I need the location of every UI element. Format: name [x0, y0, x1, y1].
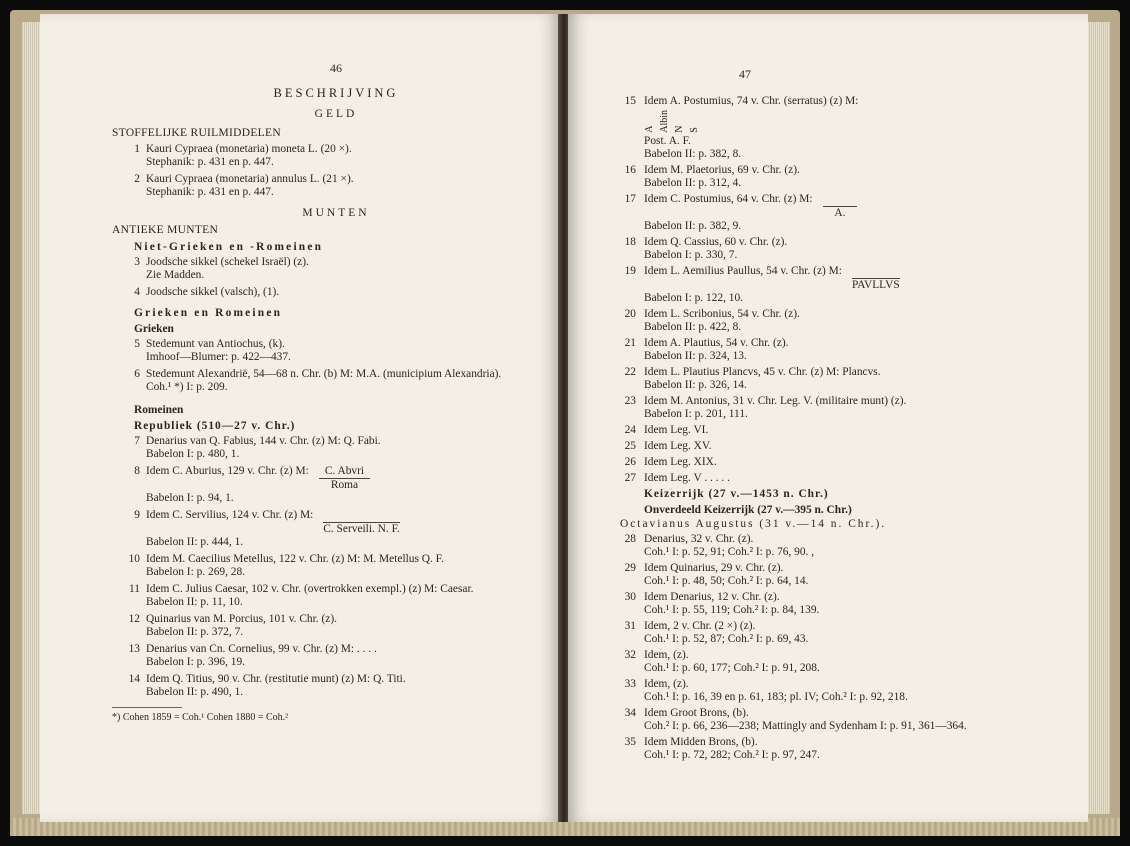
- list-item: [620, 707, 1030, 733]
- entry-number: 27: [624, 471, 636, 484]
- entry-number: 14: [128, 673, 140, 685]
- list-item: [620, 265, 1030, 305]
- entry-number: 11: [129, 583, 140, 595]
- entry-number: 2: [134, 173, 140, 185]
- legend-rule: [323, 509, 400, 523]
- left-page-content: [112, 61, 546, 724]
- list-item: [620, 95, 1030, 161]
- entry-list: [620, 164, 1030, 485]
- coin-letter: Albin: [659, 110, 670, 133]
- entry-text: Idem Denarius, 12 v. Chr. (z).: [644, 590, 780, 603]
- entry-text: Idem A. Plautius, 54 v. Chr. (z).: [644, 336, 789, 349]
- list-item: [126, 465, 546, 505]
- list-item: [126, 286, 546, 299]
- entry-number: 29: [624, 561, 636, 574]
- entry-number: 20: [624, 307, 636, 320]
- entry-text: Quinarius van M. Porcius, 101 v. Chr. (z).: [146, 613, 337, 625]
- entry-text: Idem Quinarius, 29 v. Chr. (z).: [644, 561, 784, 574]
- entry-number: 25: [624, 439, 636, 452]
- entry-list: [126, 435, 546, 699]
- legend-rule: [852, 265, 900, 279]
- entry-text: Idem, (z).: [644, 677, 689, 690]
- section-heading: Keizerrijk (27 v.—1453 n. Chr.): [644, 487, 829, 500]
- right-page: [568, 14, 1088, 822]
- entry-reference: Babelon II: p. 324, 13.: [644, 349, 747, 362]
- entry-text: Joodsche sikkel (valsch), (1).: [146, 286, 280, 298]
- entry-reference: Babelon II: p. 11, 10.: [146, 596, 243, 608]
- page-edges-left: [22, 22, 40, 814]
- page-number: 46: [330, 61, 342, 75]
- list-item: [126, 583, 546, 609]
- entry-reference: Babelon I: p. 94, 1.: [146, 492, 234, 504]
- entry-reference: Zie Madden.: [146, 269, 205, 281]
- entry-list: [126, 256, 546, 299]
- entry-number: 10: [128, 553, 140, 565]
- subsection-heading: Grieken: [134, 323, 174, 335]
- entry-text: Idem Leg. V . . . . .: [644, 471, 730, 484]
- subsection-heading: Grieken en Romeinen: [134, 307, 283, 319]
- list-item: [126, 613, 546, 639]
- entry-reference: Stephanik: p. 431 en p. 447.: [146, 156, 274, 168]
- section-title: MUNTEN: [302, 207, 370, 219]
- subsection-heading: Niet-Grieken en -Romeinen: [134, 241, 324, 253]
- entry-reference: Babelon II: p. 372, 7.: [146, 626, 244, 638]
- list-item: [620, 736, 1030, 762]
- entry-text: Idem, (z).: [644, 648, 689, 661]
- list-item: [620, 591, 1030, 617]
- entry-text: Idem L. Aemilius Paullus, 54 v. Chr. (z) M:: [644, 264, 842, 277]
- entry-reference: Babelon I: p. 480, 1.: [146, 448, 240, 460]
- list-item: [126, 256, 546, 282]
- entry-reference: Babelon I: p. 201, 111.: [644, 407, 748, 420]
- entry-reference: Stephanik: p. 431 en p. 447.: [146, 186, 274, 198]
- entry-text: Denarius, 32 v. Chr. (z).: [644, 532, 754, 545]
- list-item: [620, 424, 1030, 437]
- entry-reference: Coh.¹ I: p. 60, 177; Coh.² I: p. 91, 208.: [644, 661, 820, 674]
- entry-number: 31: [624, 619, 636, 632]
- entry-number: 17: [624, 192, 636, 205]
- coin-legend: [644, 110, 1030, 133]
- entry-text: Idem L. Scribonius, 54 v. Chr. (z).: [644, 307, 800, 320]
- entry-text: Kauri Cypraea (monetaria) annulus L. (21 ×).: [146, 173, 354, 185]
- page-number: 47: [739, 67, 751, 81]
- section-heading: ANTIEKE MUNTEN: [112, 224, 219, 236]
- entry-number: 33: [624, 677, 636, 690]
- list-item: [620, 678, 1030, 704]
- entry-reference: Babelon II: p. 444, 1.: [146, 536, 244, 548]
- entry-text: Stedemunt Alexandrië, 54—68 n. Chr. (b) M: M.A. (municipium Alexandria).: [146, 368, 502, 380]
- entry-number: 7: [134, 435, 140, 447]
- footnote: *) Cohen 1859 = Coh.¹ Cohen 1880 = Coh.²: [112, 712, 289, 723]
- entry-number: 19: [624, 264, 636, 277]
- legend-bottom: PAVLLVS: [851, 278, 900, 291]
- entry-text: Idem Leg. XV.: [644, 439, 712, 452]
- left-page: [40, 14, 560, 822]
- entry-number: 5: [134, 338, 140, 350]
- list-item: [620, 366, 1030, 392]
- entry-text: Kauri Cypraea (monetaria) moneta L. (20 ×).: [146, 143, 352, 155]
- entry-reference: Babelon II: p. 382, 9.: [644, 219, 742, 232]
- entry-text: Idem M. Antonius, 31 v. Chr. Leg. V. (militaire munt) (z).: [644, 394, 907, 407]
- entry-list: [126, 143, 546, 199]
- coin-letter: N: [674, 125, 685, 133]
- entry-text: Idem Midden Brons, (b).: [644, 735, 758, 748]
- entry-reference: Coh.¹ I: p. 72, 282; Coh.² I: p. 97, 247.: [644, 748, 820, 761]
- entry-text: Idem A. Postumius, 74 v. Chr. (serratus) (z) M:: [644, 95, 859, 107]
- coin-legend: [852, 265, 900, 292]
- entry-text: Idem Q. Cassius, 60 v. Chr. (z).: [644, 235, 788, 248]
- entry-number: 6: [134, 368, 140, 380]
- entry-reference: Coh.¹ *) I: p. 209.: [146, 381, 228, 393]
- right-page-content: [620, 68, 1030, 765]
- entry-reference: Imhoof—Blumer: p. 422—437.: [146, 351, 291, 363]
- entry-number: 23: [624, 394, 636, 407]
- coin-legend: [319, 465, 370, 492]
- entry-number: 3: [134, 256, 140, 268]
- footnote-rule: [112, 707, 182, 708]
- entry-reference: Coh.² I: p. 66, 236—238; Mattingly and Sydenham I: p. 91, 361—364.: [644, 719, 967, 732]
- entry-number: 34: [624, 706, 636, 719]
- entry-text: Stedemunt van Antiochus, (k).: [146, 338, 285, 350]
- entry-number: 22: [624, 365, 636, 378]
- page-title: BESCHRIJVING: [273, 86, 399, 100]
- coin-legend: [323, 509, 400, 536]
- entry-number: 8: [134, 465, 140, 477]
- entry-reference: Babelon II: p. 422, 8.: [644, 320, 742, 333]
- list-item: [620, 456, 1030, 469]
- entry-text: Idem Groot Brons, (b).: [644, 706, 749, 719]
- ruler-heading: Octavianus Augustus (31 v.—14 n. Chr.).: [620, 517, 887, 530]
- list-item: [620, 649, 1030, 675]
- entry-reference: Babelon I: p. 330, 7.: [644, 248, 738, 261]
- entry-number: 30: [624, 590, 636, 603]
- entry-number: 24: [624, 423, 636, 436]
- subsection-heading: Republiek (510—27 v. Chr.): [134, 420, 296, 432]
- list-item: [620, 236, 1030, 262]
- list-item: [620, 337, 1030, 363]
- entry-number: 4: [134, 286, 140, 298]
- list-item: [620, 395, 1030, 421]
- entry-number: 18: [624, 235, 636, 248]
- legend-top: C. Abvri: [319, 465, 370, 479]
- entry-reference: Coh.¹ I: p. 52, 91; Coh.² I: p. 76, 90. ,: [644, 545, 815, 558]
- section-heading: STOFFELIJKE RUILMIDDELEN: [112, 127, 281, 139]
- legend-bottom: Roma: [330, 479, 359, 491]
- entry-number: 16: [624, 163, 636, 176]
- list-item: [620, 193, 1030, 233]
- list-item: [126, 643, 546, 669]
- entry-text: Denarius van Cn. Cornelius, 99 v. Chr. (z) M: . . . .: [146, 643, 377, 655]
- entry-number: 1: [134, 143, 140, 155]
- list-item: [126, 338, 546, 364]
- entry-text: Idem, 2 v. Chr. (2 ×) (z).: [644, 619, 756, 632]
- subsection-heading: Romeinen: [134, 404, 184, 416]
- entry-number: 12: [128, 613, 140, 625]
- entry-reference: Babelon I: p. 269, 28.: [146, 566, 246, 578]
- entry-reference: Coh.¹ I: p. 52, 87; Coh.² I: p. 69, 43.: [644, 632, 809, 645]
- entry-text: Joodsche sikkel (schekel Israël) (z).: [146, 256, 309, 268]
- entry-number: 21: [624, 336, 636, 349]
- entry-number: 9: [134, 509, 140, 521]
- entry-text: Idem C. Servilius, 124 v. Chr. (z) M:: [146, 509, 314, 521]
- list-item: [126, 143, 546, 169]
- entry-list: [126, 338, 546, 394]
- entry-number: 28: [624, 532, 636, 545]
- legend-bottom: A.: [834, 206, 846, 219]
- list-item: [620, 562, 1030, 588]
- list-item: [620, 164, 1030, 190]
- entry-text: Idem Leg. XIX.: [644, 455, 717, 468]
- entry-reference: Coh.¹ I: p. 48, 50; Coh.² I: p. 64, 14.: [644, 574, 809, 587]
- entry-text: Idem M. Caecilius Metellus, 122 v. Chr. (z) M: M. Metellus Q. F.: [146, 553, 444, 565]
- list-item: [126, 368, 546, 394]
- entry-text: Idem C. Julius Caesar, 102 v. Chr. (overtrokken exempl.) (z) M: Caesar.: [146, 583, 474, 595]
- entry-text: Idem M. Plaetorius, 69 v. Chr. (z).: [644, 163, 800, 176]
- page-edges-right: [1088, 22, 1110, 814]
- entry-text: Idem Leg. VI.: [644, 423, 709, 436]
- coin-letter: S: [689, 127, 700, 133]
- list-item: [620, 308, 1030, 334]
- entry-reference: Babelon I: p. 396, 19.: [146, 656, 246, 668]
- section-heading: Onverdeeld Keizerrijk (27 v.—395 n. Chr.): [644, 503, 852, 516]
- legend-bottom: C. Serveili. N. F.: [323, 523, 400, 535]
- legend-rule: [823, 193, 858, 207]
- entry-number: 26: [624, 455, 636, 468]
- entry-reference: Coh.¹ I: p. 16, 39 en p. 61, 183; pl. IV; Coh.² I: p. 92, 218.: [644, 690, 908, 703]
- list-item: [620, 620, 1030, 646]
- entry-reference: Babelon II: p. 312, 4.: [644, 176, 742, 189]
- entry-reference: Babelon II: p. 326, 14.: [644, 378, 747, 391]
- entry-number: 13: [128, 643, 140, 655]
- list-item: [620, 533, 1030, 559]
- entry-reference: Coh.¹ I: p. 55, 119; Coh.² I: p. 84, 139.: [644, 603, 820, 616]
- entry-number: 32: [624, 648, 636, 661]
- list-item: [126, 673, 546, 699]
- entry-reference: Babelon II: p. 382, 8.: [644, 147, 742, 160]
- list-item: [126, 553, 546, 579]
- list-item: [126, 509, 546, 549]
- list-item: [126, 435, 546, 461]
- list-item: [620, 472, 1030, 485]
- entry-text: Denarius van Q. Fabius, 144 v. Chr. (z) M: Q. Fabi.: [146, 435, 381, 447]
- entry-line: Post. A. F.: [644, 134, 691, 147]
- entry-text: Idem C. Aburius, 129 v. Chr. (z) M:: [146, 465, 309, 477]
- subtitle: GELD: [314, 108, 358, 120]
- entry-reference: Babelon II: p. 490, 1.: [146, 686, 244, 698]
- coin-letter: A: [644, 125, 655, 133]
- entry-text: Idem C. Postumius, 64 v. Chr. (z) M:: [644, 192, 813, 205]
- list-item: [620, 440, 1030, 453]
- entry-reference: Babelon I: p. 122, 10.: [644, 291, 744, 304]
- list-item: [126, 173, 546, 199]
- entry-text: Idem L. Plautius Plancvs, 45 v. Chr. (z) M: Plancvs.: [644, 365, 881, 378]
- entry-list: [620, 533, 1030, 762]
- entry-number: 35: [624, 735, 636, 748]
- entry-number: 15: [624, 95, 636, 107]
- entry-text: Idem Q. Titius, 90 v. Chr. (restitutie munt) (z) M: Q. Titi.: [146, 673, 406, 685]
- coin-legend: [823, 193, 858, 220]
